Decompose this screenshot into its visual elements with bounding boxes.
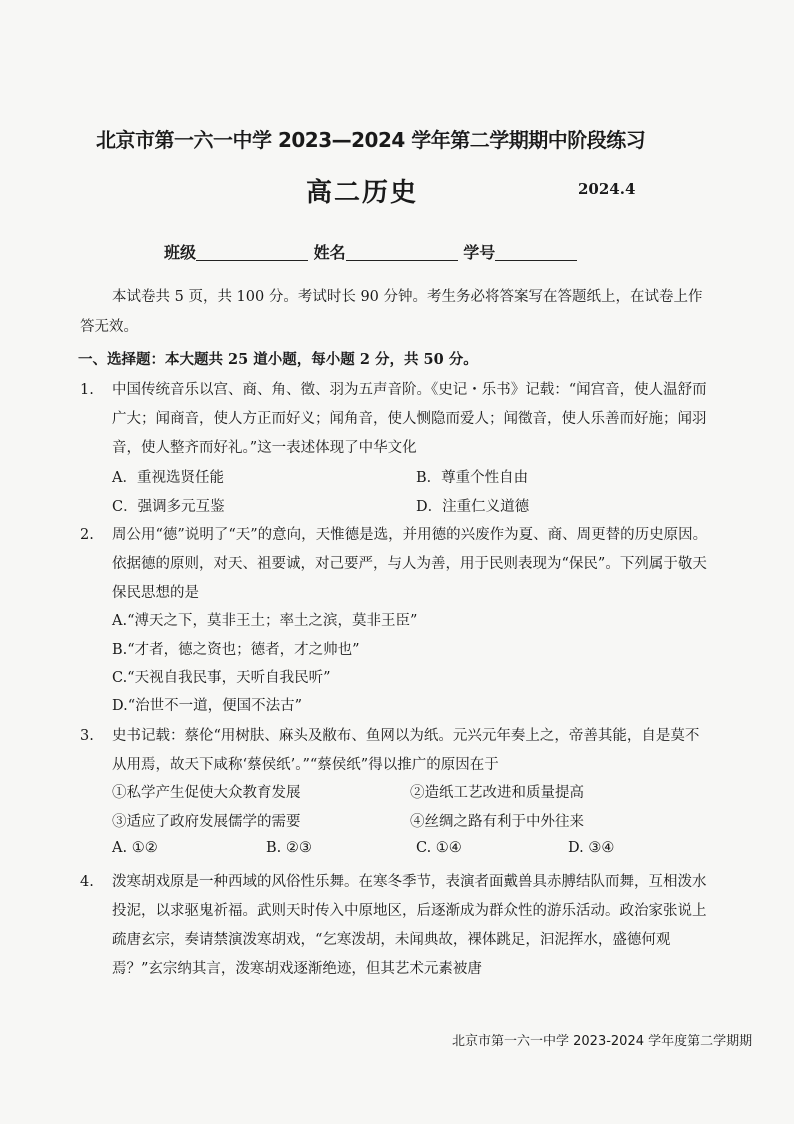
statement-3: ③适应了政府发展儒学的需要 (112, 814, 301, 830)
question-number: 1. (80, 382, 94, 398)
option-d: D.“治世不一道，便国不法古” (112, 698, 303, 714)
name-blank (346, 242, 458, 261)
option-b: B．尊重个性自由 (416, 470, 529, 486)
subject-title: 高二历史 (306, 178, 419, 208)
exam-instructions: 本试卷共 5 页，共 100 分。考试时长 90 分钟。考生务必将答案写在答题纸上，在试卷上作答无效。 (80, 289, 703, 335)
option-a: A．重视选贤任能 (112, 470, 224, 486)
statement-1: ①私学产生促使大众教育发展 (112, 785, 301, 801)
name-label: 姓名 (313, 243, 346, 262)
id-label: 学号 (463, 243, 496, 262)
class-label: 班级 (164, 243, 197, 262)
page-footer: 北京市第一六一中学 2023-2024 学年度第二学期期 (452, 1034, 753, 1049)
option-b: B. ②③ (266, 840, 312, 856)
student-info-fields (164, 240, 577, 263)
question-1 (80, 376, 712, 463)
question-3 (80, 722, 712, 780)
question-2 (80, 521, 712, 608)
exam-date: 2024.4 (578, 180, 636, 198)
question-stem: 中国传统音乐以宫、商、角、徵、羽为五声音阶。《史记・乐书》记载：“闻宫音，使人温舒而广大；闻商音，使人方正而好义；闻角音，使人恻隐而爱人；闻徵音，使人乐善而好施；闻羽音，使人整齐而好礼。”这一表述体现了中华文化 (112, 382, 707, 456)
option-c: C．强调多元互鉴 (112, 499, 225, 515)
option-a: A. ①② (112, 840, 158, 856)
option-c: C.“天视自我民事，天听自我民听” (112, 670, 331, 686)
question-stem: 周公用“德”说明了“天”的意向，天惟德是选，并用德的兴废作为夏、商、周更替的历史原因。依据德的原则，对天、祖要诚，对己要严，与人为善，用于民则表现为“保民”。下列属于敬天保民思想的是 (112, 527, 708, 601)
question-stem: 泼寒胡戏原是一种西域的风俗性乐舞。在寒冬季节，表演者面戴兽具赤膊结队而舞，互相泼水投泥，以求驱鬼祈福。武则天时传入中原地区，后逐渐成为群众性的游乐活动。政治家张说上疏唐玄宗，奏请禁演泼寒胡戏，“乞寒泼胡，未闻典故，裸体跳足，汩泥挥水，盛德何观焉？”玄宗纳其言，泼寒胡戏逐渐绝迹，但其艺术元素被唐 (112, 874, 707, 977)
exam-title: 北京市第一六一中学 2023—2024 学年第二学期期中阶段练习 (96, 128, 646, 152)
question-number: 4. (80, 874, 94, 890)
class-blank (196, 242, 308, 261)
option-d: D. ③④ (568, 840, 615, 856)
option-d: D．注重仁义道德 (416, 499, 530, 515)
question-stem: 史书记载：蔡伦“用树肤、麻头及敝布、鱼网以为纸。元兴元年奏上之，帝善其能，自是莫不从用焉，故天下咸称‘蔡侯纸’。”“蔡侯纸”得以推广的原因在于 (112, 728, 700, 773)
question-number: 2. (80, 527, 94, 543)
section-title: 一、选择题：本大题共 25 道小题，每小题 2 分，共 50 分。 (78, 351, 478, 368)
question-number: 3. (80, 728, 94, 744)
option-a: A.“溥天之下，莫非王土；率土之滨，莫非王臣” (112, 613, 418, 629)
option-c: C. ①④ (416, 840, 462, 856)
statement-2: ②造纸工艺改进和质量提高 (410, 785, 584, 801)
question-4 (80, 868, 712, 984)
option-b: B.“才者，德之资也；德者，才之帅也” (112, 642, 360, 658)
statement-4: ④丝绸之路有利于中外往来 (410, 814, 584, 830)
id-blank (495, 242, 577, 261)
